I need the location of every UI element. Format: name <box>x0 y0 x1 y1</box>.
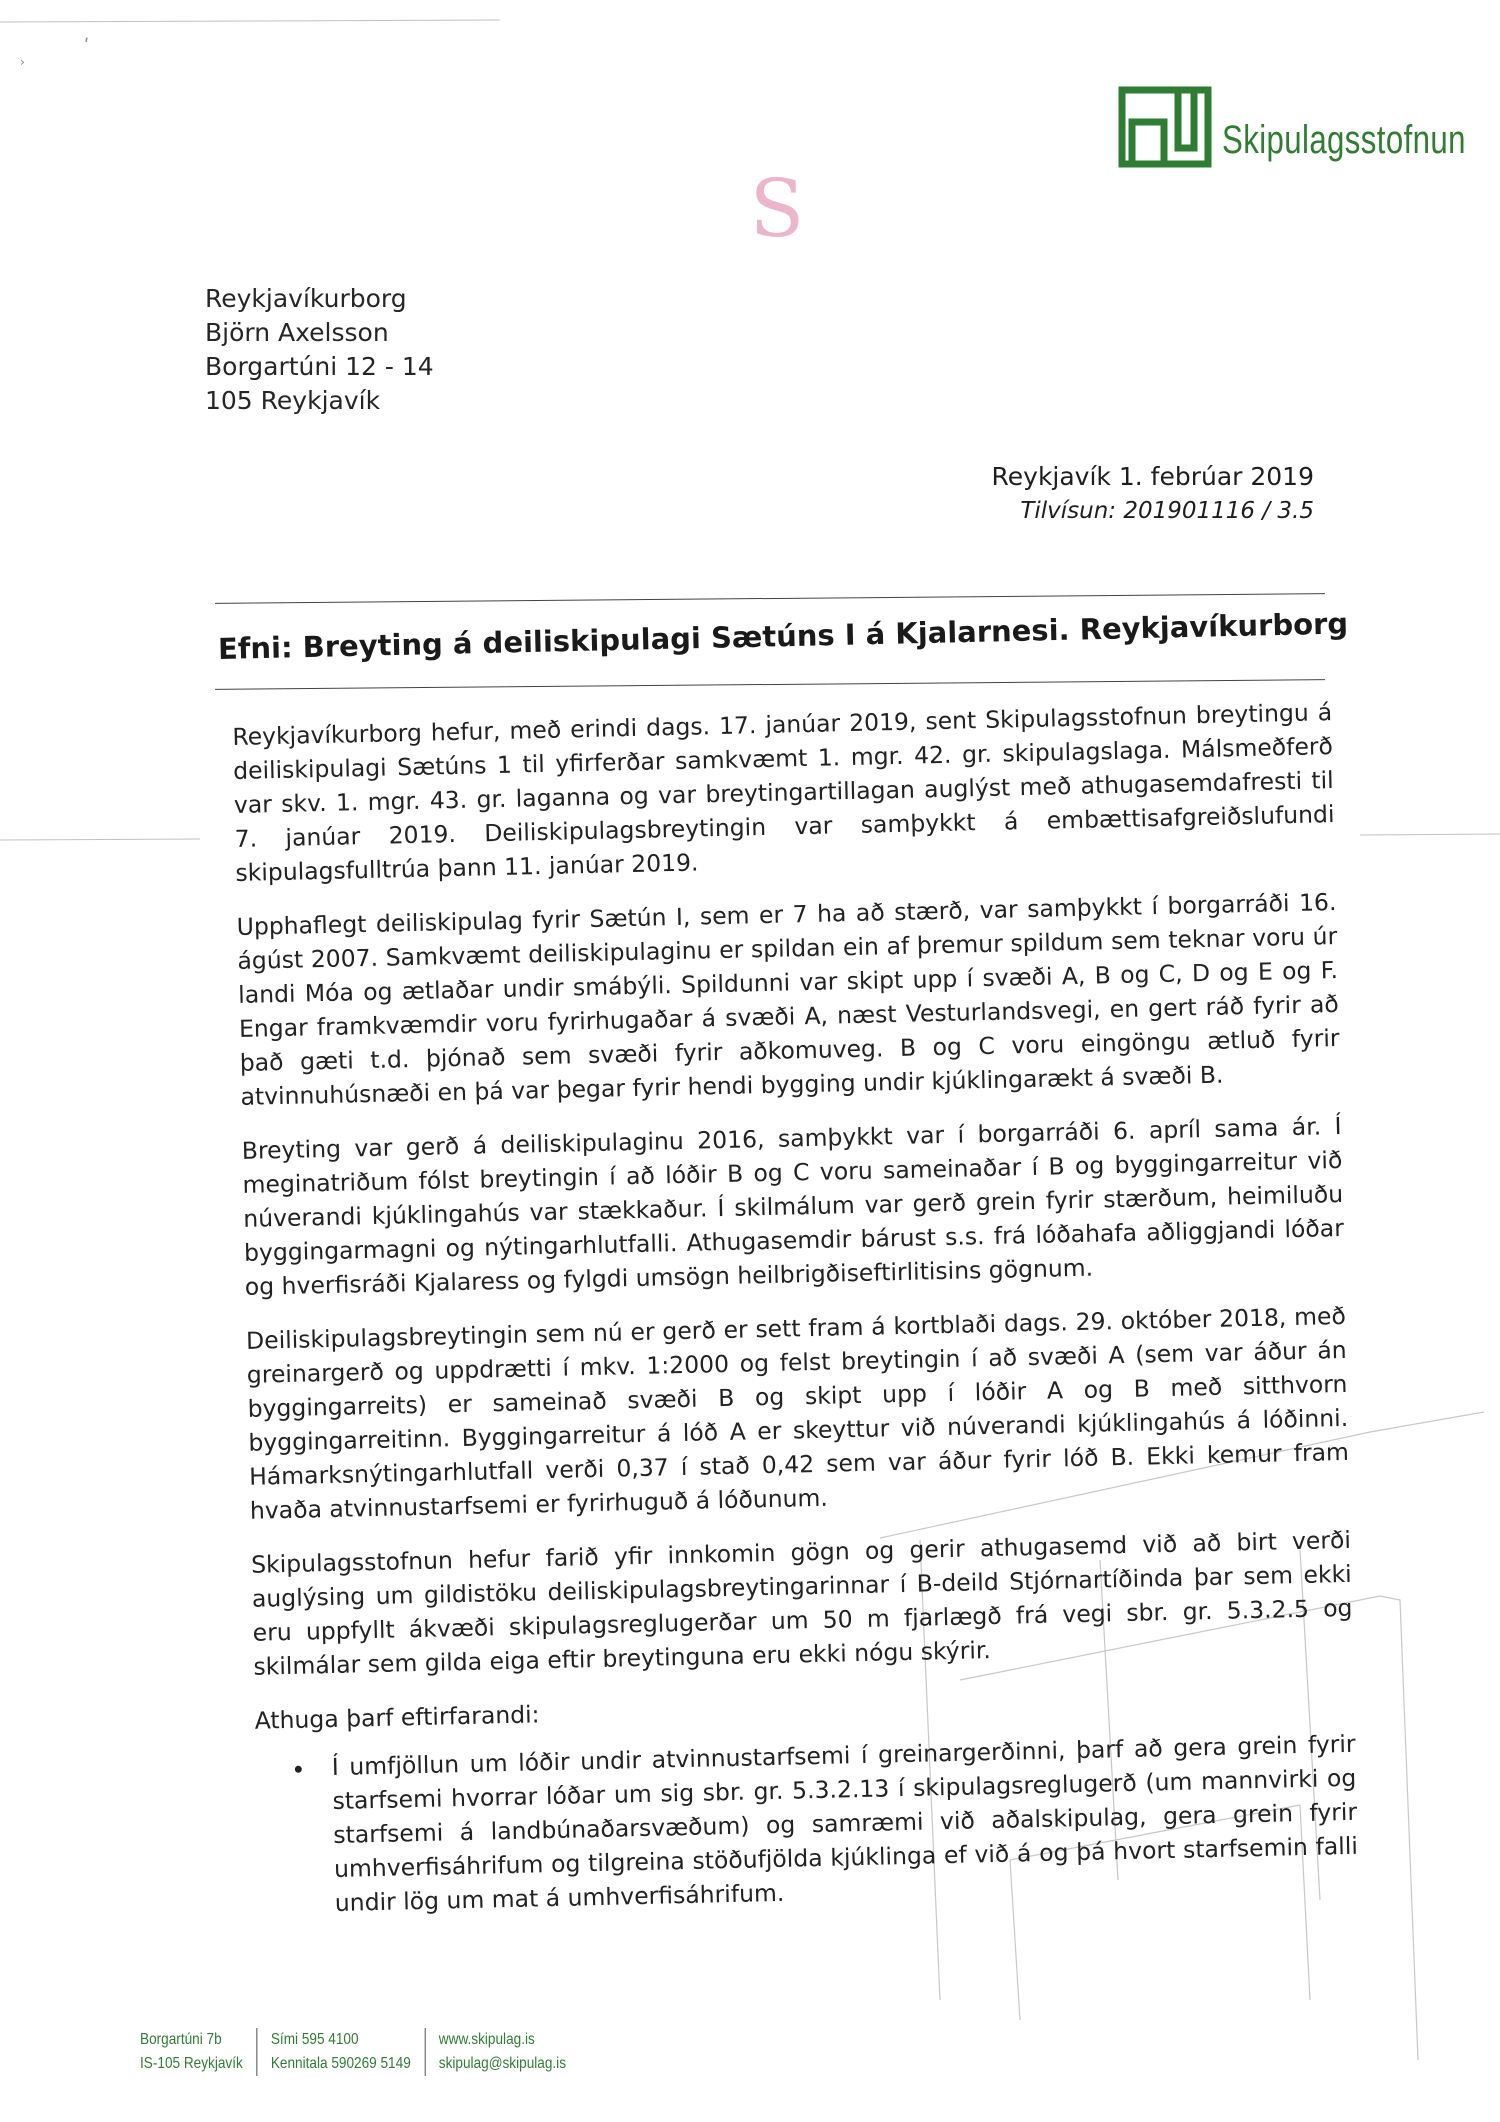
letter-body <box>232 695 1359 1922</box>
subject-top-rule <box>215 593 1325 604</box>
skipulagsstofnun-logo-icon <box>1118 86 1212 168</box>
paragraph: Upphaflegt deiliskipulag fyrir Sætún I, sem er 7 ha að stærð, var samþykkt í borgarráði 16. ágúst 2007. Samkvæmt deiliskipulaginu er spildan ein af þremur spildum sem teknar voru úr landi Móa og ætlaðar undir smábýli. Spildunni var skipt upp í svæði A, B og C, D og E og F. Engar framkvæmdir voru fyrirhugaðar á svæði A, næst Vesturlandsvegi, en gert ráð fyrir að það gæti t.d. þjónað sem svæði fyrir aðkomuveg. B og C voru eingöngu ætluð fyrir atvinnuhúsnæði en þá var þegar fyrir hendi bygging undir kjúklingarækt á svæði B. <box>236 887 1340 1111</box>
recipient-person: Björn Axelsson <box>205 318 389 347</box>
org-name: Skipulagsstofnun <box>1222 118 1466 162</box>
footer-street: Borgartúni 7b <box>140 2031 222 2048</box>
footer-contact <box>256 2028 424 2076</box>
footer-address <box>140 2028 256 2076</box>
recipient-address <box>205 282 434 418</box>
subject-line: Efni: Breyting á deiliskipulagi Sætúns I á Kjalarnesi. Reykjavíkurborg <box>217 606 1349 666</box>
svg-text:ʹ: ʹ <box>84 36 90 57</box>
footer-city: IS-105 Reykjavík <box>140 2055 243 2072</box>
requirements-list <box>255 1727 1359 1922</box>
footer-kennitala: Kennitala 590269 5149 <box>270 2055 411 2072</box>
paragraph: Skipulagsstofnun hefur farið yfir innkomin gögn og gerir athugasemd við að birt verði auglýsing um gildistöku deiliskipulagsbreytingarinnar í B-deild Stjórnartíðinda þar sem ekki eru uppfyllt ákvæði skipulagsreglugerðar um 50 m fjarlægð frá vegi sbr. gr. 5.3.2.5 og skilmálar sem gilda eiga eftir breytinguna eru ekki nógu skýrir. <box>250 1525 1353 1681</box>
footer-web <box>424 2028 579 2076</box>
reference-number: Tilvísun: 201901116 / 3.5 <box>1020 498 1314 524</box>
footer-email-link[interactable]: skipulag@skipulag.is <box>438 2055 567 2072</box>
footer-phone: Sími 595 4100 <box>270 2031 359 2048</box>
recipient-city: 105 Reykjavík <box>205 386 381 415</box>
paragraph: Breyting var gerð á deiliskipulaginu 2016, samþykkt var í borgarráði 6. apríl sama ár. Í meginatriðum fólst breytingin í að lóðir B og C voru sameinaðar í B og byggingarreitur við núverandi kjúklingahús var stækkaður. Í skilmálum var gerð grein fyrir stærðum, heimiluðu byggingarmagni og nýtingarhlutfalli. Athugasemdir bárust s.s. frá lóðahafa aðliggjandi lóðar og hverfisráði Kjalaress og fylgdi umsögn heilbrigðiseftirlitisins gögnum. <box>241 1111 1345 1301</box>
list-item: • Í umfjöllun um lóðir undir atvinnustarfsemi í greinargerðinni, þarf að gera grein fyrir starfsemi hvorrar lóðar um sig sbr. gr. 5.3.2.13 í skipulagsreglugerð (um mannvirki og starfsemi á landbúnaðarsvæðum) og samræmi við aðalskipulag, gera grein fyrir umhverfisáhrifum og tilgreina stöðufjölda kjúklinga ef við á og þá hvort starfsemin falli undir lög um mat á umhverfisáhrifum. <box>315 1727 1359 1921</box>
received-stamp: S <box>749 162 805 255</box>
list-intro: Athuga þarf eftirfarandi: <box>254 1700 540 1735</box>
paragraph: Deiliskipulagsbreytingin sem nú er gerð er sett fram á kortblaði dags. 29. október 2018, með greinargerð og uppdrætti í mkv. 1:2000 og felst breytingin í að svæði A (sem var áður án byggingarreits) er sameinað svæði B og skipt upp í lóðir A og B með sitthvorn byggingarreitinn. Byggingarreitur á lóð A er skeyttur við núverandi kjúklingahús á lóðinni. Hámarksnýtingarhlutfall verði 0,37 í stað 0,42 sem var áður fyrir lóð B. Ekki kemur fram hvaða atvinnustarfsemi er fyrirhuguð á lóðunum. <box>245 1301 1350 1525</box>
letter-date: Reykjavík 1. febrúar 2019 <box>991 462 1314 491</box>
letter-footer <box>140 2028 580 2076</box>
footer-website-link[interactable]: www.skipulag.is <box>438 2031 535 2048</box>
paragraph: Reykjavíkurborg hefur, með erindi dags. 17. janúar 2019, sent Skipulagsstofnun breytingu á deiliskipulagi Sætúns 1 til yfirferðar samkvæmt 1. mgr. 42. gr. skipulagslaga. Málsmeðferð var skv. 1. mgr. 43. gr. laganna og var breytingartillagan auglýst með athugasemdafresti til 7. janúar 2019. Deiliskipulagsbreytingin var samþykkt á embættisafgreiðslufundi skipulagsfulltrúa þann 11. janúar 2019. <box>232 698 1335 887</box>
date-block <box>992 460 1314 528</box>
recipient-org: Reykjavíkurborg <box>205 284 407 313</box>
svg-text:›: › <box>20 55 25 69</box>
recipient-street: Borgartúni 12 - 14 <box>205 352 434 381</box>
subject-bottom-rule <box>215 679 1325 690</box>
